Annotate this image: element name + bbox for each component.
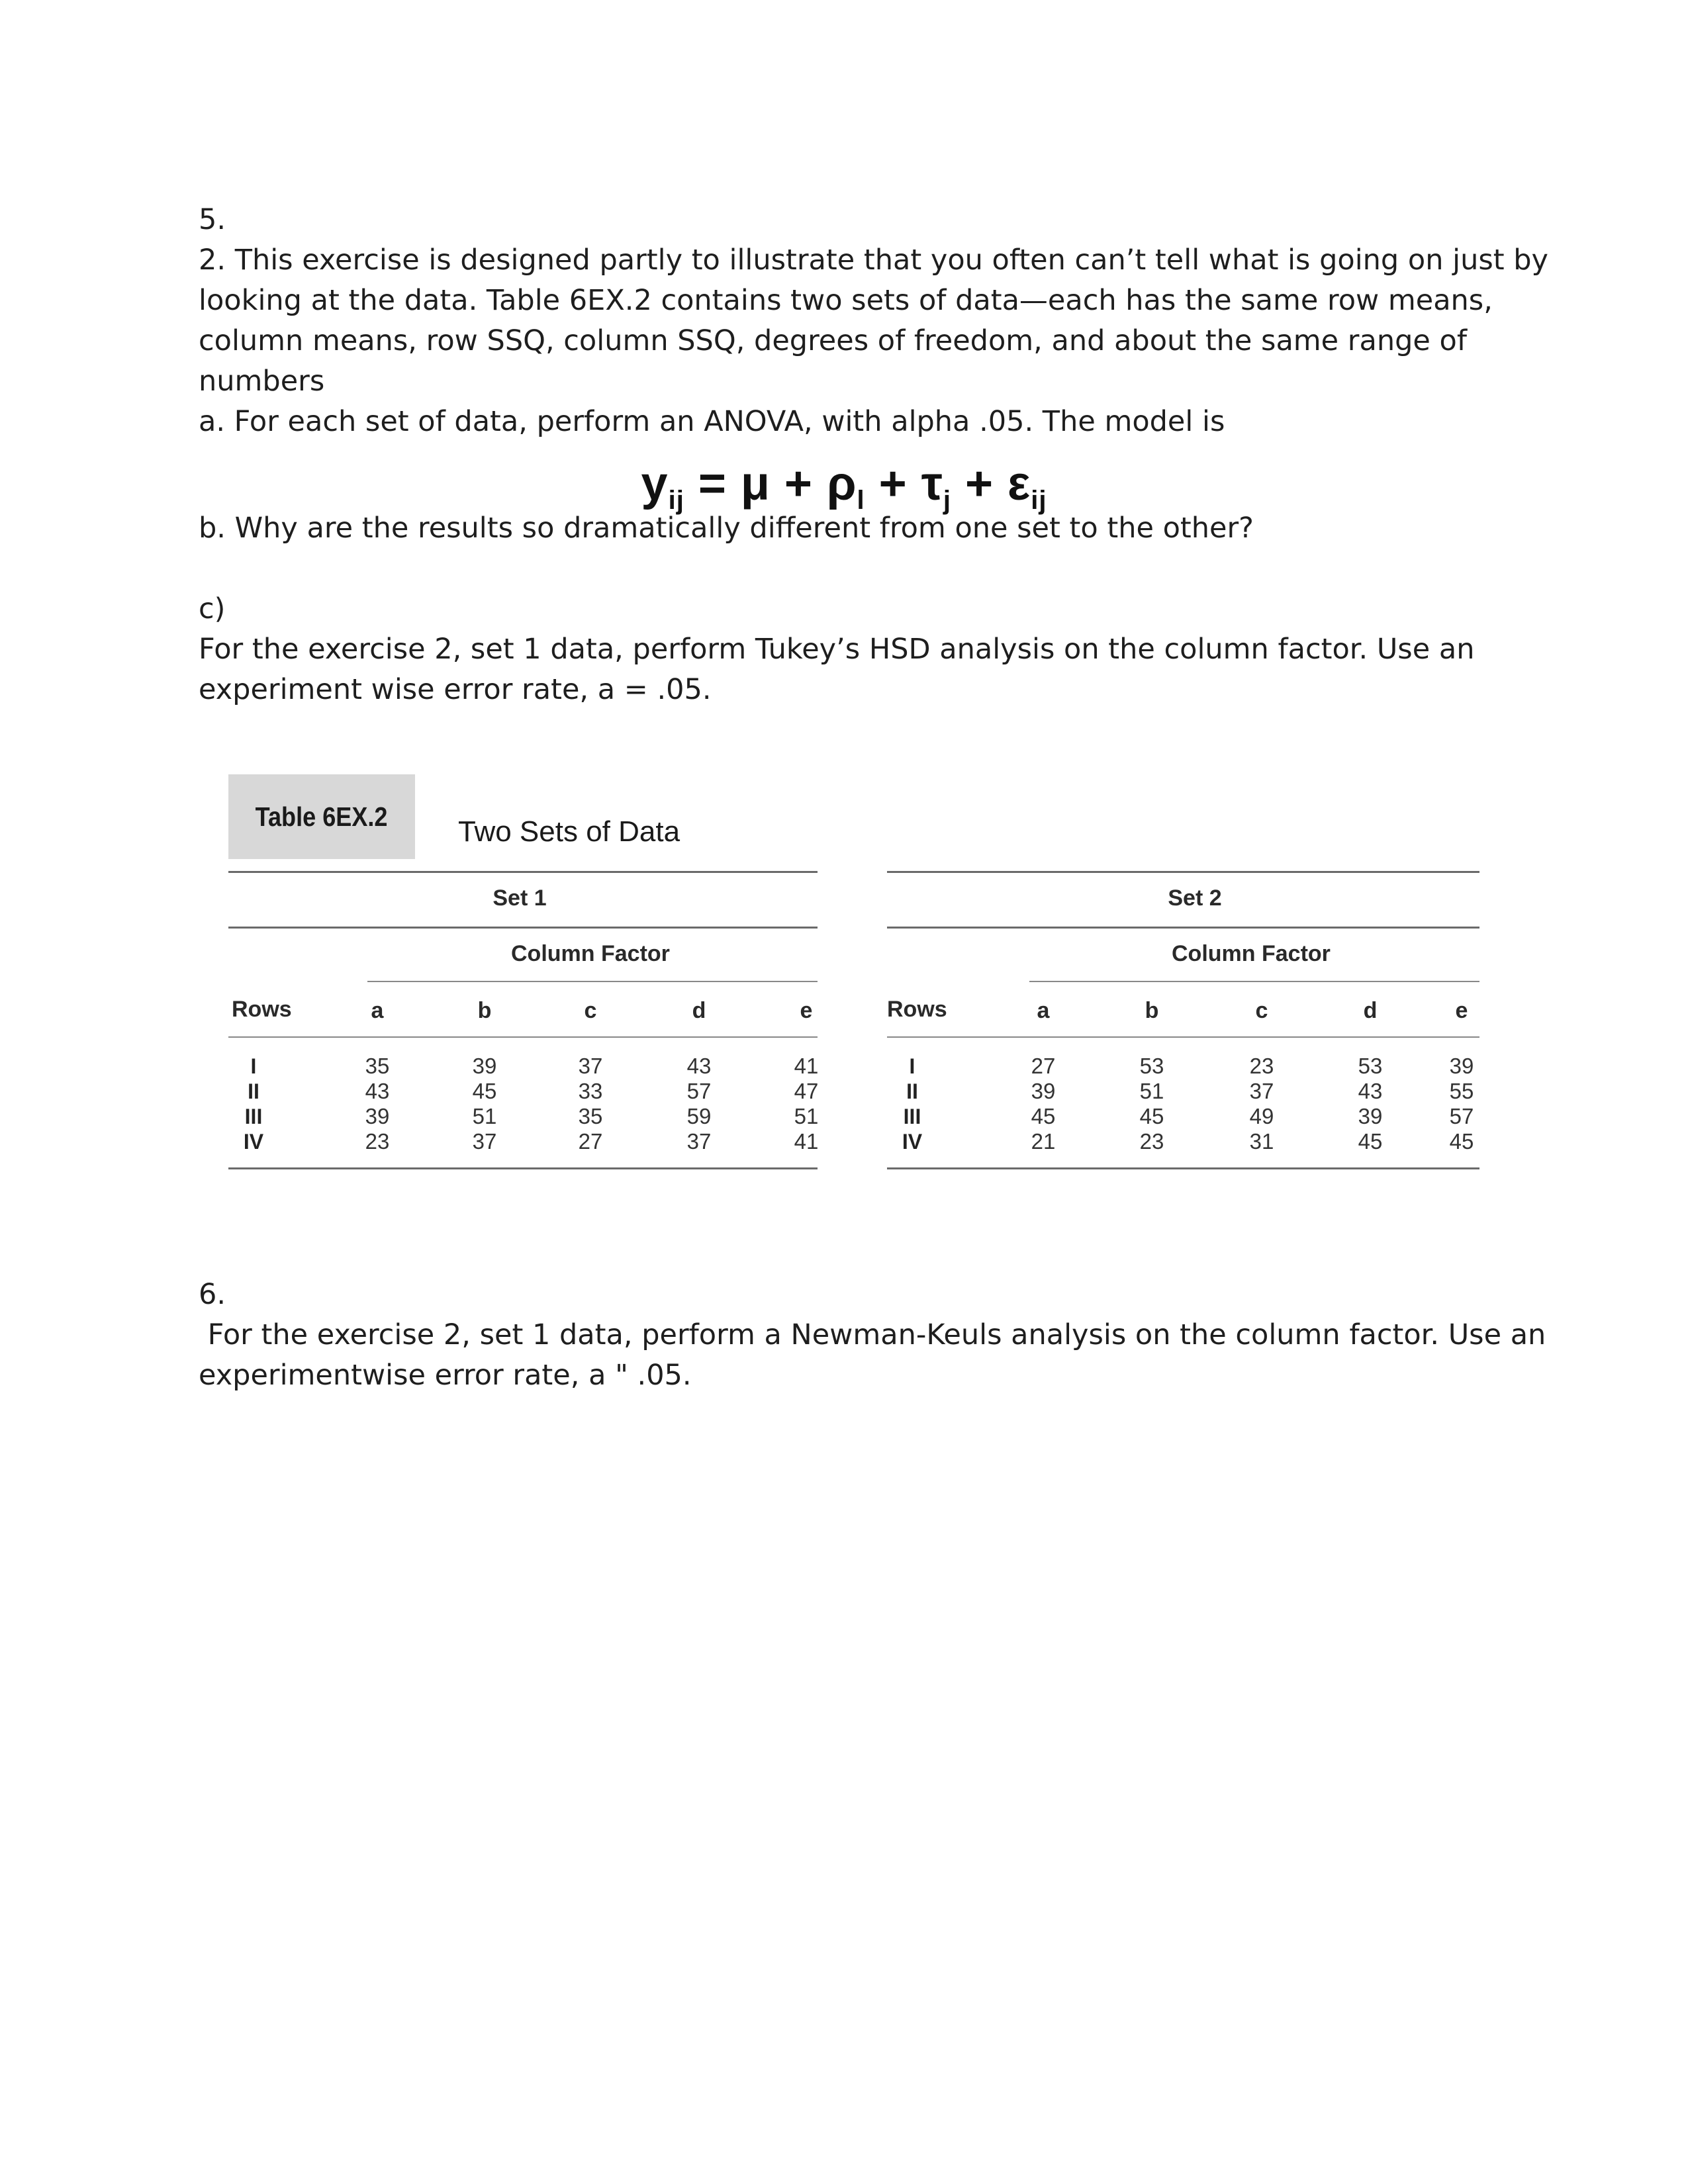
set1-cell: 57 <box>686 1079 712 1103</box>
set2-row-label-3: III <box>903 1105 921 1128</box>
set2-cell: 23 <box>1249 1054 1274 1078</box>
model-formula <box>0 457 1688 516</box>
set2-cell: 21 <box>1031 1129 1056 1154</box>
exercise-6-line-2: experimentwise error rate, a " .05. <box>199 1359 692 1392</box>
set2-column-factor-rule <box>1029 981 1479 982</box>
set2-cell: 37 <box>1249 1079 1274 1103</box>
set2-cell: 53 <box>1358 1054 1383 1078</box>
formula-plus-1: + <box>865 457 921 510</box>
set2-cell: 55 <box>1449 1079 1474 1103</box>
set2-col-header-c: c <box>1255 998 1268 1023</box>
table-title: Two Sets of Data <box>458 815 680 848</box>
set2-cell: 57 <box>1449 1104 1474 1128</box>
exercise-5-intro-line-1: 2. This exercise is designed partly to illustrate that you often can’t tell what is going on just by <box>199 244 1548 277</box>
set1-col-header-a: a <box>371 998 384 1023</box>
set1-cell: 27 <box>578 1129 603 1154</box>
set1-cell: 39 <box>472 1054 497 1078</box>
set2-cell: 23 <box>1139 1129 1164 1154</box>
set1-cell: 43 <box>686 1054 712 1078</box>
set2-col-header-e: e <box>1455 998 1468 1023</box>
set1-col-header-e: e <box>800 998 813 1023</box>
set1-row-label-3: III <box>244 1105 263 1128</box>
set1-row-label-1: I <box>250 1054 257 1078</box>
formula-mu-part: = μ + <box>684 457 827 510</box>
set1-title: Set 1 <box>492 886 547 911</box>
set1-cell: 35 <box>578 1104 603 1128</box>
set1-cell: 41 <box>794 1129 819 1154</box>
set2-rule-2 <box>887 927 1479 929</box>
set1-header-rule <box>228 1036 818 1038</box>
set1-col-header-d: d <box>692 998 706 1023</box>
set1-column-factor: Column Factor <box>511 941 670 966</box>
set2-bottom-rule <box>887 1167 1479 1169</box>
set1-cell: 51 <box>794 1104 819 1128</box>
set2-rows-header: Rows <box>887 997 947 1022</box>
set1-col-header-c: c <box>584 998 597 1023</box>
set2-cell: 45 <box>1358 1129 1383 1154</box>
set2-cell: 39 <box>1449 1054 1474 1078</box>
exercise-5-block <box>199 200 1548 442</box>
set1-cell: 37 <box>686 1129 712 1154</box>
set1-cell: 37 <box>472 1129 497 1154</box>
set2-column-factor: Column Factor <box>1172 941 1331 966</box>
set2-cell: 45 <box>1449 1129 1474 1154</box>
exercise-5-part-c-label: c) <box>199 592 226 625</box>
set1-cell: 37 <box>578 1054 603 1078</box>
table-label-box <box>228 774 415 859</box>
set2-cell: 51 <box>1139 1079 1164 1103</box>
exercise-5-part-a: a. For each set of data, perform an ANOVA, with alpha .05. The model is <box>199 405 1225 438</box>
exercise-5-intro-line-3: column means, row SSQ, column SSQ, degrees of freedom, and about the same range of <box>199 324 1467 357</box>
set2-cell: 43 <box>1358 1079 1383 1103</box>
exercise-5-intro-line-4: numbers <box>199 365 325 398</box>
exercise-6-block <box>199 1275 1546 1396</box>
set1-cell: 39 <box>365 1104 390 1128</box>
table-label: Table 6EX.2 <box>256 801 388 832</box>
set1-cell: 59 <box>686 1104 712 1128</box>
set2-row-label-2: II <box>906 1079 918 1103</box>
formula-tau-subscript: j <box>943 486 951 515</box>
set1-cell: 47 <box>794 1079 819 1103</box>
set1-rows-header: Rows <box>232 997 292 1022</box>
set2-cell: 45 <box>1031 1104 1056 1128</box>
set1-cell: 43 <box>365 1079 390 1103</box>
set1-rule-2 <box>228 927 818 929</box>
exercise-5-part-c-line-2: experiment wise error rate, a = .05. <box>199 673 712 706</box>
exercise-5-part-c-block <box>199 589 1509 710</box>
set2-cell: 53 <box>1139 1054 1164 1078</box>
set1-bottom-rule <box>228 1167 818 1169</box>
exercise-5-part-b: b. Why are the results so dramatically different from one set to the other? <box>199 512 1254 545</box>
formula-epsilon-subscript: ij <box>1031 486 1047 515</box>
exercise-6-line-1: For the exercise 2, set 1 data, perform a Newman-Keuls analysis on the column factor. Use an <box>199 1318 1546 1351</box>
set2-header-rule <box>887 1036 1479 1038</box>
set1-row-label-2: II <box>248 1079 259 1103</box>
set2-cell: 45 <box>1139 1104 1164 1128</box>
set2-col-header-a: a <box>1037 998 1050 1023</box>
exercise-6-number: 6. <box>199 1278 226 1311</box>
formula-rho-subscript: l <box>857 486 865 515</box>
formula-y: y <box>641 457 669 510</box>
set2-col-header-d: d <box>1363 998 1378 1023</box>
formula-tau: τ <box>921 457 943 510</box>
set2-cell: 39 <box>1031 1079 1056 1103</box>
set1-cell: 23 <box>365 1129 390 1154</box>
set2-title: Set 2 <box>1168 886 1222 911</box>
set1-cell: 41 <box>794 1054 819 1078</box>
formula-rho: ρ <box>826 457 857 510</box>
set1-cell: 33 <box>578 1079 603 1103</box>
formula-y-subscript: ij <box>668 486 684 515</box>
set2-row-label-1: I <box>909 1054 915 1078</box>
set2-row-label-4: IV <box>902 1130 923 1154</box>
formula-epsilon: ε <box>1008 457 1031 510</box>
set2-col-header-b: b <box>1145 998 1159 1023</box>
set1-column-factor-rule <box>367 981 818 982</box>
set2-cell: 27 <box>1031 1054 1056 1078</box>
set2-top-rule <box>887 871 1479 873</box>
set1-top-rule <box>228 871 818 873</box>
set1-row-label-4: IV <box>243 1130 264 1154</box>
set1-col-header-b: b <box>477 998 492 1023</box>
set2-cell: 31 <box>1249 1129 1274 1154</box>
set2-cell: 39 <box>1358 1104 1383 1128</box>
exercise-5-part-b-block <box>199 508 1509 549</box>
set1-cell: 35 <box>365 1054 390 1078</box>
exercise-5-intro-line-2: looking at the data. Table 6EX.2 contains two sets of data—each has the same row means, <box>199 284 1493 317</box>
exercise-5-number: 5. <box>199 203 226 236</box>
set1-cell: 45 <box>472 1079 497 1103</box>
set2-cell: 49 <box>1249 1104 1274 1128</box>
set1-cell: 51 <box>472 1104 497 1128</box>
exercise-5-part-c-line-1: For the exercise 2, set 1 data, perform Tukey’s HSD analysis on the column factor. Use an <box>199 633 1475 666</box>
formula-plus-2: + <box>951 457 1008 510</box>
